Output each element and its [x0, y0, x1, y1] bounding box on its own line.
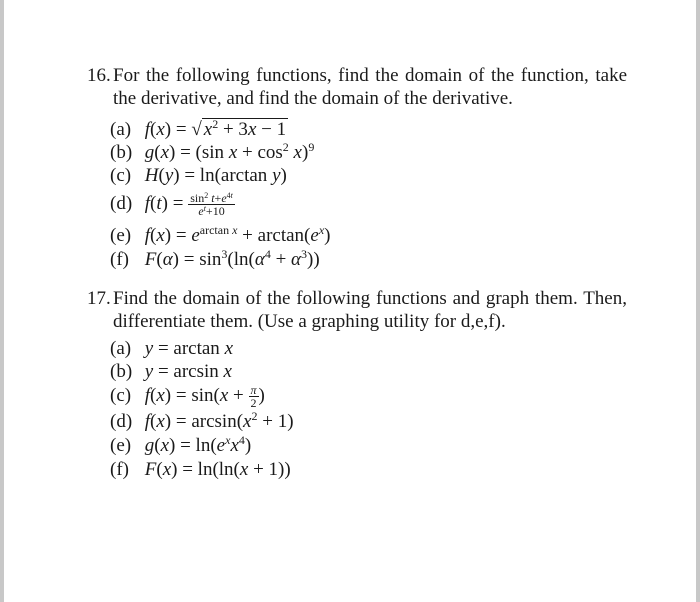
item-label: (a)	[110, 338, 132, 359]
problem-16-item-e	[110, 224, 330, 247]
problem-17-item-c	[110, 383, 265, 411]
problem-statement: Find the domain of the following functions and graph them. Then, differentiate them. (Use a graphing utility for d,e,f).	[113, 288, 627, 332]
problem-statement: For the following functions, find the domain of the function, take the derivative, and find the domain of the derivative.	[113, 65, 627, 109]
problem-17-item-e	[110, 434, 251, 457]
math-expression: $f(x) = \arcsin(x^2 + 1)$	[144, 409, 294, 432]
item-label: (b)	[110, 361, 133, 382]
math-expression: F(x) = ln(ln(x + 1))	[144, 459, 291, 480]
math-expression: f(t) = $\frac{\sin^2 t+e^{4t}}{e^t+10}$	[144, 191, 233, 219]
item-label: (e)	[110, 435, 132, 456]
math-expression: y = arctan x	[144, 338, 233, 359]
item-label: (d)	[110, 411, 133, 432]
problem-number: 17.	[87, 288, 111, 309]
problem-16	[87, 64, 627, 110]
item-label: (e)	[110, 225, 132, 246]
math-expression: H(y) = ln(arctan y)	[144, 165, 287, 186]
math-expression: g(x) = (sin $x + \cos^2 x)^9$	[144, 140, 315, 163]
item-label: (f)	[110, 459, 129, 480]
math-expression: $g(x) = \ln(e^xx^4)$	[144, 433, 252, 456]
math-expression: $f(x) = e^{arctan x} + \arctan(e^x)$	[144, 223, 331, 246]
problem-17-item-a	[110, 337, 233, 360]
item-label: (b)	[110, 142, 133, 163]
problem-number: 16.	[87, 65, 111, 86]
problem-17-item-b	[110, 360, 232, 383]
item-label: (c)	[110, 385, 132, 406]
problem-17	[87, 287, 627, 333]
problem-16-item-c	[110, 164, 287, 187]
math-expression: f(x) = sin(x + $\frac{\pi}{2}$ )	[144, 383, 265, 411]
math-expression: $F(\alpha) = \sin^3(\ln(\alpha^4 + \alpha^3))$	[144, 247, 320, 270]
problem-17-item-d	[110, 410, 294, 433]
problem-16-item-d	[110, 191, 235, 219]
problem-16-item-b	[110, 141, 314, 164]
problem-16-item-f	[110, 248, 320, 271]
problem-17-item-f	[110, 458, 291, 481]
item-label: (d)	[110, 193, 133, 214]
math-expression: y = arcsin x	[144, 361, 232, 382]
item-label: (c)	[110, 165, 132, 186]
item-label: (f)	[110, 249, 129, 270]
problem-16-item-a	[110, 118, 288, 141]
item-label: (a)	[110, 119, 132, 140]
math-expression: f(x) = √ $x^2 + 3x - 1$	[144, 117, 287, 140]
